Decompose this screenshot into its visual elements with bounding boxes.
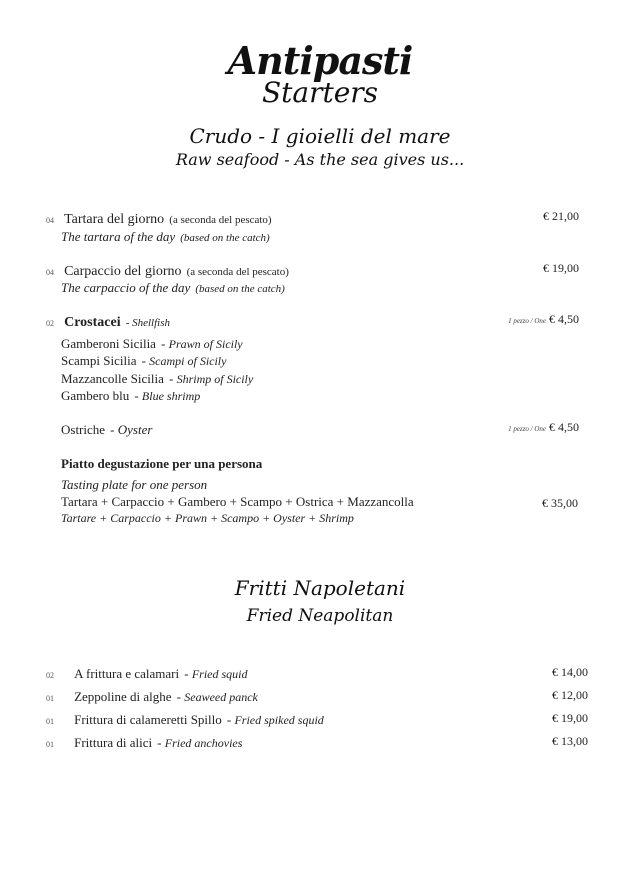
menu-item-carpaccio-en — [61, 277, 285, 296]
menu-item-tartara-en — [61, 226, 270, 245]
item-price: € 21,00 — [543, 209, 579, 223]
item-name-en: Oyster — [117, 422, 153, 437]
item-number: 02 — [46, 319, 54, 328]
item-number: 04 — [46, 216, 54, 225]
list-item: Gambero blu - Blue shrimp — [61, 388, 201, 403]
tasting-plate-price: € 35,00 — [542, 496, 578, 510]
tasting-plate-composition: Tartara + Carpaccio + Gambero + Scampo + Ostrica + Mazzancolla — [61, 494, 414, 509]
menu-item-tartara — [46, 208, 272, 228]
item-name: Tartara del giorno — [64, 212, 165, 227]
unit-label: 1 pezzo / One — [508, 317, 546, 325]
item-number: 01 — [46, 717, 54, 726]
item-price-ostriche — [508, 420, 579, 435]
menu-item-fritto: 01 Zeppoline di alghe - Seaweed panck — [46, 689, 258, 704]
item-note-en: (based on the catch) — [195, 283, 285, 295]
item-name-en: Shellfish — [132, 317, 170, 329]
item-name: Zeppoline di alghe — [74, 689, 172, 704]
price: € 4,50 — [549, 420, 579, 434]
section-subtitle-crudo: Raw seafood - As the sea gives us... — [175, 150, 465, 169]
item-number: 02 — [46, 671, 54, 680]
tasting-plate-title-en: Tasting plate for one person — [61, 477, 208, 492]
item-name-en: Fried spiked squid — [234, 713, 324, 727]
section-title-fritti: Fritti Napoletani — [234, 576, 406, 600]
item-note-en: (based on the catch) — [180, 232, 270, 244]
tasting-plate-composition-en: Tartare + Carpaccio + Prawn + Scampo + Oyster + Shrimp — [61, 511, 354, 525]
item-price-crostacei — [508, 312, 579, 327]
menu-item-ostriche: Ostriche - Oyster — [61, 422, 153, 437]
item-price: € 19,00 — [543, 261, 579, 275]
item-price: € 13,00 — [552, 734, 588, 748]
item-name-en: Fried squid — [191, 667, 248, 681]
item-number: 01 — [46, 694, 54, 703]
item-number: 04 — [46, 268, 54, 277]
item-number: 01 — [46, 740, 54, 749]
menu-title-italian: Antipasti — [227, 38, 413, 83]
menu-item-crostacei: 02 Crostacei - Shellfish — [46, 315, 170, 330]
item-note: (a seconda del pescato) — [186, 266, 289, 278]
item-name-en: Seaweed panck — [184, 690, 258, 704]
list-item: Mazzancolle Sicilia - Shrimp of Sicily — [61, 371, 254, 386]
unit-label: 1 pezzo / One — [508, 425, 546, 433]
item-name: Crostacei — [64, 315, 121, 330]
item-name: A frittura e calamari — [74, 666, 180, 681]
list-item: Gamberoni Sicilia - Prawn of Sicily — [61, 336, 243, 351]
item-name-en: Fried anchovies — [164, 736, 243, 750]
menu-item-fritto: 01 Frittura di alici - Fried anchovies — [46, 735, 243, 750]
section-title-crudo: Crudo - I gioielli del mare — [189, 124, 451, 148]
menu-title-english: Starters — [261, 76, 379, 109]
item-price: € 19,00 — [552, 711, 588, 725]
menu-item-fritto: 01 Frittura di calameretti Spillo - Fried spiked squid — [46, 712, 324, 727]
price: € 4,50 — [549, 312, 579, 326]
item-name-en: The tartara of the day — [61, 229, 176, 244]
item-name: Frittura di calameretti Spillo — [74, 712, 222, 727]
item-name: Ostriche — [61, 422, 106, 437]
item-name: Frittura di alici — [74, 735, 153, 750]
item-name-en: The carpaccio of the day — [61, 280, 191, 295]
item-note: (a seconda del pescato) — [169, 214, 272, 226]
tasting-plate-title: Piatto degustazione per una persona — [61, 456, 263, 471]
list-item: Scampi Sicilia - Scampi of Sicily — [61, 353, 227, 368]
item-price: € 14,00 — [552, 665, 588, 679]
menu-item-fritto: 02 A frittura e calamari - Fried squid — [46, 666, 248, 681]
item-name: Carpaccio del giorno — [64, 264, 182, 279]
section-subtitle-fritti: Fried Neapolitan — [246, 606, 394, 626]
item-price: € 12,00 — [552, 688, 588, 702]
